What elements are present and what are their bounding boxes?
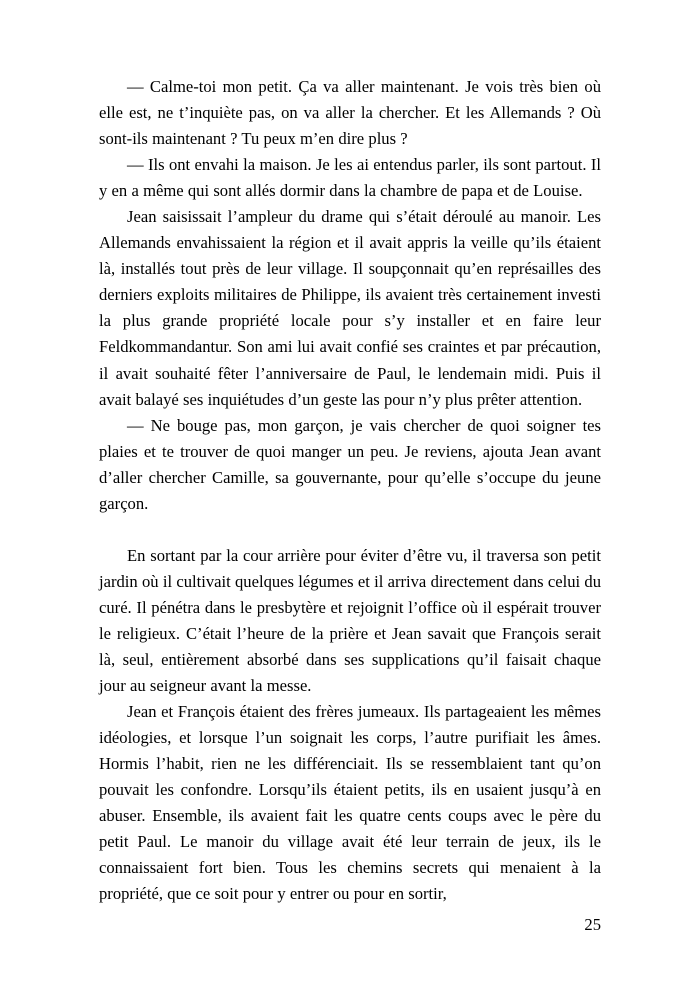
paragraph: En sortant par la cour arrière pour éviter d’être vu, il traversa son petit jardin où il cultivait quelques légumes et il arriva directement dans celui du curé. Il pénétra dans le presbytère et rejoignit l’office où il espérait trouver le religieux. C’était l’heure de la prière et Jean savait que François serait là, seul, entièrement absorbé dans ses supplications qu’il faisait chaque jour au seigneur avant la messe. — [99, 545, 601, 696]
paragraph: — Ne bouge pas, mon garçon, je vais chercher de quoi soigner tes plaies et te trouver de quoi manger un peu. Je reviens, ajouta Jean avant d’aller chercher Camille, sa gouvernante, pour qu’elle s’occupe du jeune garçon. — [99, 415, 601, 513]
paragraph: Jean saisissait l’ampleur du drame qui s’était déroulé au manoir. Les Allemands envahissaient la région et il avait appris la veille qu’ils étaient là, installés tout près de leur village. Il soupçonnait qu’en représailles des derniers exploits militaires de Philippe, ils avaient très certainement investi la plus grande propriété locale pour s’y installer et en faire leur Feldkommandantur. Son ami lui avait confié ses craintes et par précaution, il avait souhaité fêter l’anniversaire de Paul, le lendemain midi. Puis il avait balayé ses inquiétudes d’un geste las pour n’y plus prêter attention. — [99, 207, 601, 409]
page-text-block — [99, 74, 601, 908]
section-separator — [99, 517, 601, 543]
section-one — [99, 74, 601, 517]
paragraph: Jean et François étaient des frères jumeaux. Ils partageaient les mêmes idéologies, et lorsque l’un soignait les corps, l’autre purifiait les âmes. Hormis l’habit, rien ne les différenciait. Ils se ressemblaient tant qu’on pouvait les confondre. Lorsqu’ils étaient petits, ils en usaient jusqu’à en abuser. Ensemble, ils avaient fait les quatre cents coups avec le père du petit Paul. Le manoir du village avait été leur terrain de jeux, ils le connaissaient fort bien. Tous les chemins secrets qui menaient à la propriété, que ce soit pour y entrer ou pour en sortir, — [99, 702, 601, 904]
page-number: 25 — [584, 915, 601, 934]
paragraph: — Ils ont envahi la maison. Je les ai entendus parler, ils sont partout. Il y en a même qui sont allés dormir dans la chambre de papa et de Louise. — [99, 155, 601, 201]
section-two — [99, 543, 601, 908]
paragraph: — Calme-toi mon petit. Ça va aller maintenant. Je vois très bien où elle est, ne t’inquiète pas, on va aller la chercher. Et les Allemands ? Où sont-ils maintenant ? Tu peux m’en dire plus ? — [99, 77, 601, 149]
